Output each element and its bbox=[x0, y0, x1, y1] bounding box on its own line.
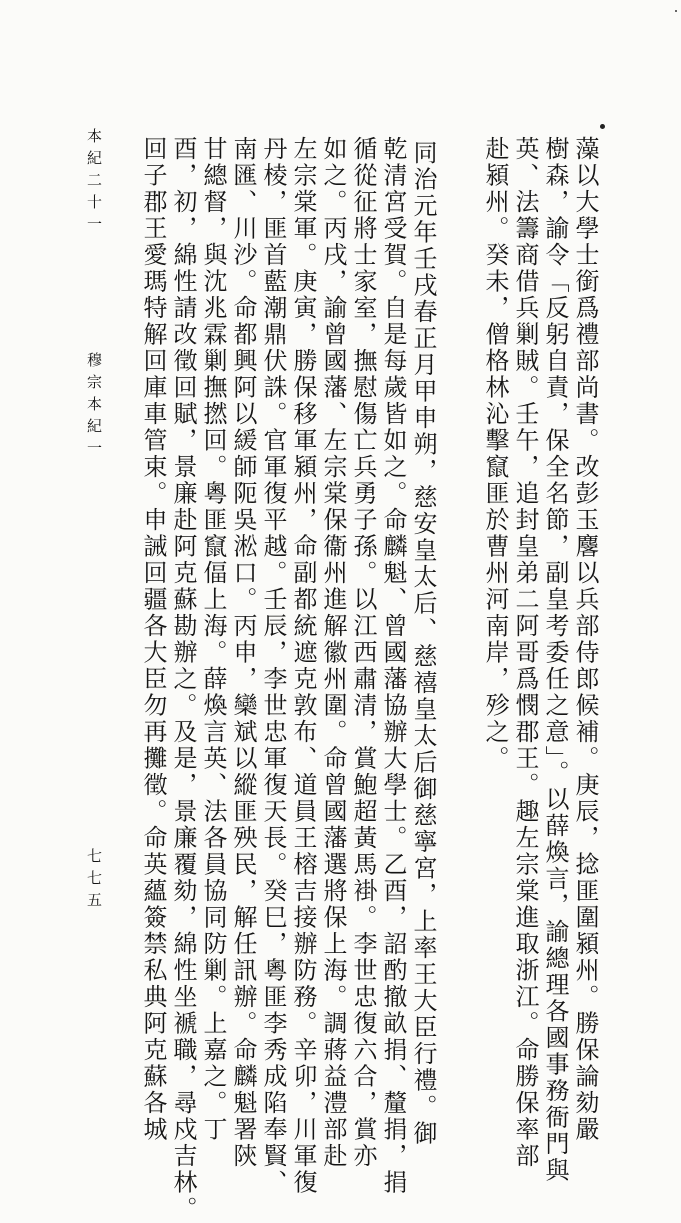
scan-speck bbox=[675, 10, 677, 12]
text-column: 英、法籌商借兵剿賊。壬午，追封皇弟二阿哥爲憫郡王。趣左宗棠進取浙江。命勝保率部 bbox=[511, 136, 539, 1170]
text-column: 乾清宮受賀。自是每歲皆如之。命麟魁、曾國藩協辦大學士。乙酉，詔酌撤畝捐、釐捐，捐 bbox=[379, 136, 407, 1196]
running-head-title: 穆宗本紀一 bbox=[85, 352, 103, 462]
text-column: 酉，初，綿性請改徵回賦，景廉赴阿克蘇勘辦之。及是，景廉覆劾，綿性坐褫職，尋戍吉林。 bbox=[169, 136, 197, 1223]
text-column: 同治元年壬戌春正月甲申朔，慈安皇太后、慈禧皇太后御慈寧宮，上率王大臣行禮。御 bbox=[409, 140, 437, 1147]
text-column: 赴潁州。癸未，僧格林沁擊竄匪於曹州河南岸，殄之。 bbox=[481, 136, 509, 772]
ink-dot bbox=[600, 124, 605, 129]
text-column: 循從征將士家室，撫慰傷亡兵勇子孫。以江西肅清，賞鮑超黃馬褂。李世忠復六合，賞亦 bbox=[349, 136, 377, 1170]
text-column: 樹森，諭令「反躬自責，保全名節，副皇考委任之意」。以薛煥言，諭總理各國事務衙門與 bbox=[541, 136, 569, 1184]
text-column: 藻以大學士銜爲禮部尚書。改彭玉麐以兵部侍郎候補。庚辰，捻匪圍潁州。勝保論劾嚴 bbox=[571, 136, 599, 1143]
text-column: 回子郡王愛瑪特解回庫車管束。申誡回疆各大臣勿再攤徵。命英蘊簽禁私典阿克蘇各城 bbox=[139, 136, 167, 1143]
text-column: 如之。丙戌，諭曾國藩、左宗棠保衞州進解徽州圍。命曾國藩選將保上海。調蔣益澧部赴 bbox=[319, 136, 347, 1170]
text-column: 丹棱，匪首藍潮鼎伏誅。官軍復平越。壬辰，李世忠軍復天長。癸巳，粵匪李秀成陷奉賢、 bbox=[259, 136, 287, 1196]
text-column: 南匯、川沙。命都興阿以緩師阨吳淞口。丙申，欒斌以縱匪殃民，解任訊辦。命麟魁署陝 bbox=[229, 136, 257, 1170]
running-head-chapter: 本紀二十一 bbox=[85, 128, 103, 238]
text-column: 甘總督，與沈兆霖剿撫撚回。粵匪竄偪上海。薛煥言英、法各員協同防剿。上嘉之。丁 bbox=[199, 136, 227, 1143]
text-column: 左宗棠軍。庚寅，勝保移軍潁州，命副都統遮克敦布、道員王榕吉接辦防務。辛卯，川軍復 bbox=[289, 136, 317, 1196]
page-number: 七七五 bbox=[85, 848, 103, 914]
